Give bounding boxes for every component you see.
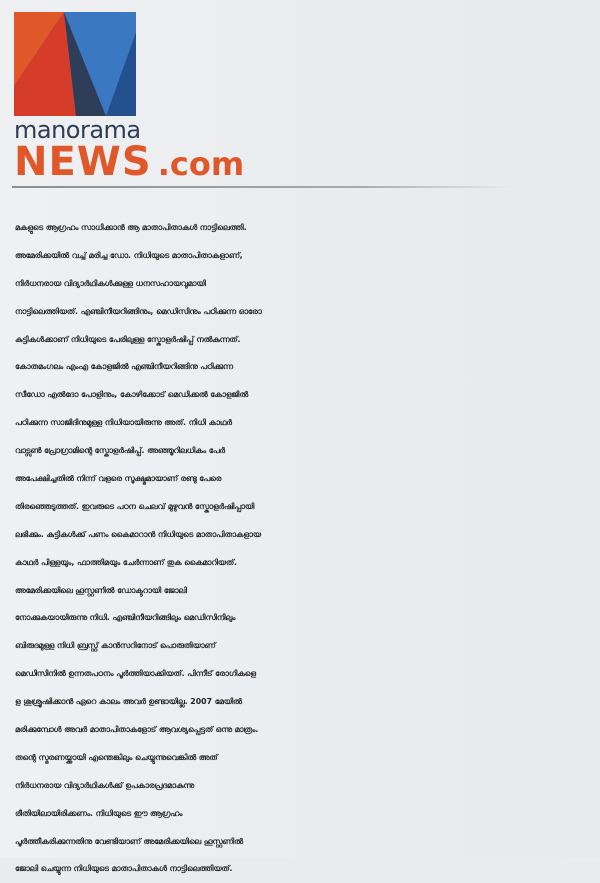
article-line: നാട്ടിലെത്തിയത്. എഞ്ചിനീയറിങ്ങിനും, മെഡിസിനും പഠിക്കുന്ന ഓരോ bbox=[15, 306, 262, 316]
article-line: തിരഞ്ഞെടുത്തത്. ഇവരുടെ പഠന ചെലവ് മുഴുവൻ സ്കോളർഷിപ്പായി bbox=[15, 501, 255, 511]
article-line: രീതിയിലായിരിക്കണം. നിധിയുടെ ഈ ആഗ്രഹം bbox=[15, 808, 183, 818]
logo-wordmark-news bbox=[14, 139, 245, 185]
article-line: ജോലി ചെയ്യുന്ന നിധിയുടെ മാതാപിതാകൾ നാട്ടിലെത്തിയത്. bbox=[15, 864, 233, 874]
manorama-news-logo bbox=[14, 12, 250, 185]
article-line: മെഡിസിനിൽ ഉന്നതപഠനം പൂർത്തിയാക്കിയത്. പിന്നീട് രോഗികളെ bbox=[15, 669, 256, 679]
article-line: അപേക്ഷിച്ചതിൽ നിന്ന് വളരെ സൂക്ഷ്മമായാണ് രണ്ടു പേരെ bbox=[15, 474, 222, 484]
manorama-m-logo-icon bbox=[14, 12, 136, 116]
article-line: ബിരുദമുള്ള നിധി ബ്രസ്റ്റ് കാൻസറിനോട് പൊരുതിയാണ് bbox=[15, 641, 216, 651]
logo-news-text: NEWS bbox=[14, 139, 152, 185]
article-line: ള ശുശ്രൂഷിക്കാൻ ഏറെ കാലം അവർ ഉണ്ടായില്ല. 2007 മേയിൽ bbox=[15, 697, 242, 707]
article-line: കോതമംഗലം എംഎ കോളജിൽ എഞ്ചിനീയറിങ്ങിനു പഠിക്കുന്ന bbox=[15, 362, 233, 372]
article-line: മരിക്കുമ്പോൾ അവർ മാതാപിതാകളോട് ആവശ്യപ്പെട്ടത് ഒന്നു മാത്രം. bbox=[15, 725, 259, 735]
article-line: അമേരിക്കയിൽ വച്ച് മരിച്ച ഡോ. നിധിയുടെ മാതാപിതാകളാണ്, bbox=[15, 250, 243, 260]
article-line: പഠിക്കുന്ന സാജിദിനുമുള്ള നിധിയായിരുന്നു അത്. നിധി കാഥർ bbox=[15, 418, 232, 428]
article-line: തന്റെ സ്മരണയ്ക്കായി എന്തെങ്കിലും ചെയ്യുന്നുവെങ്കിൽ അത് bbox=[15, 752, 218, 762]
logo-com-text: .com bbox=[157, 145, 245, 183]
article-line: നിർധനരായ വിദ്യാർഥികൾക്കുള്ള ധനസഹായവുമായി bbox=[15, 278, 206, 288]
article-line: കുട്ടികൾക്കാണ് നിധിയുടെ പേരിലുള്ള സ്കോളർഷിപ്പ് നൽകുന്നത്. bbox=[15, 334, 241, 344]
logo-wordmark-manorama: manorama bbox=[14, 116, 141, 144]
article-line: സീഡോ എൽദോ പോളിനും, കോഴിക്കോട് മെഡിക്കൽ കോളജിൽ bbox=[15, 390, 249, 400]
article-line: പൂർത്തീകരിക്കുന്നതിനു വേണ്ടിയാണ് അമേരിക്കയിലെ ഹൂസ്റ്റണിൽ bbox=[15, 836, 243, 846]
article-line: വാട്സൺ പ്രോഗ്രാമിന്റെ സ്കോളർഷിപ്പ്. അഞ്ഞൂറിലധികം പേർ bbox=[15, 446, 226, 456]
article-line: നിർധനരായ വിദ്യാർഥികൾക്ക് ഉപകാരപ്രദമാകുന്നു bbox=[15, 780, 194, 790]
article-line: നോക്കുകയായിരുന്നു നിധി. എഞ്ചിനീയറിങ്ങിലും മെഡിസിനിലും bbox=[15, 613, 236, 623]
article-line: മകളുടെ ആഗ്രഹം സാധിക്കാൻ ആ മാതാപിതാകൾ നാട്ടിലെത്തി. bbox=[15, 223, 247, 232]
article-line: കാഥർ പിള്ളയും, ഫാത്തിമയും ചേർന്നാണ് തുക കൈമാറിയത്. bbox=[15, 557, 237, 567]
article-line: ലഭിക്കും. കുട്ടികൾക്ക് പണം കൈമാറാൻ നിധിയുടെ മാതാപിതാകളായ bbox=[15, 529, 261, 539]
article-line: അമേരിക്കയിലെ ഹൂസ്റ്റണിൽ ഡോക്ടറായി ജോലി bbox=[15, 585, 187, 595]
header-divider bbox=[12, 186, 512, 188]
article-body bbox=[15, 214, 590, 883]
